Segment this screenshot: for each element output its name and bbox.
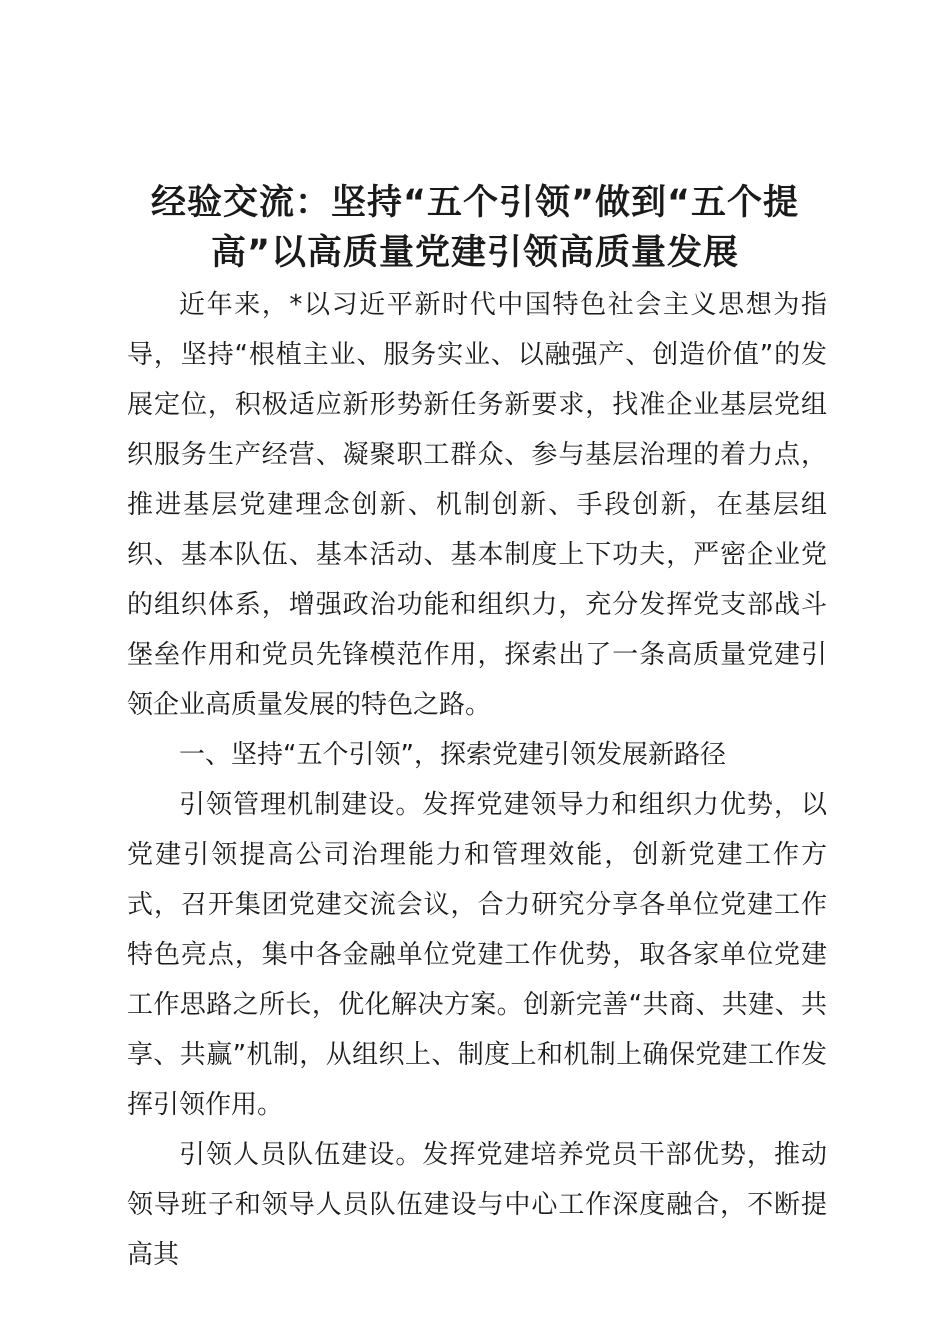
intro-paragraph: 近年来，*以习近平新时代中国特色社会主义思想为指导，坚持“根植主业、服务实业、以融强产、创造价值”的发展定位，积极适应新形势新任务新要求，找准企业基层党组织服务生产经营、凝聚职工群众、参与基层治理的着力点，推进基层党建理念创新、机制创新、手段创新，在基层组织、基本队伍、基本活动、基本制度上下功夫，严密企业党的组织体系，增强政治功能和组织力，充分发挥党支部战斗堡垒作用和党员先锋模范作用，探索出了一条高质量党建引领企业高质量发展的特色之路。	[127, 290, 827, 720]
body-paragraph: 引领人员队伍建设。发挥党建培养党员干部优势，推动领导班子和领导人员队伍建设与中心工作深度融合，不断提高其	[127, 1140, 827, 1270]
body-paragraph: 引领管理机制建设。发挥党建领导力和组织力优势，以党建引领提高公司治理能力和管理效能，创新党建工作方式，召开集团党建交流会议，合力研究分享各单位党建工作特色亮点，集中各金融单位党建工作优势，取各家单位党建工作思路之所长，优化解决方案。创新完善“共商、共建、共享、共赢”机制，从组织上、制度上和机制上确保党建工作发挥引领作用。	[127, 790, 827, 1120]
document-body	[127, 280, 827, 1280]
document-title: 经验交流：坚持“五个引领”做到“五个提高”以高质量党建引领高质量发展	[150, 183, 799, 273]
section-heading: 一、坚持“五个引领”，探索党建引领发展新路径	[179, 740, 726, 770]
